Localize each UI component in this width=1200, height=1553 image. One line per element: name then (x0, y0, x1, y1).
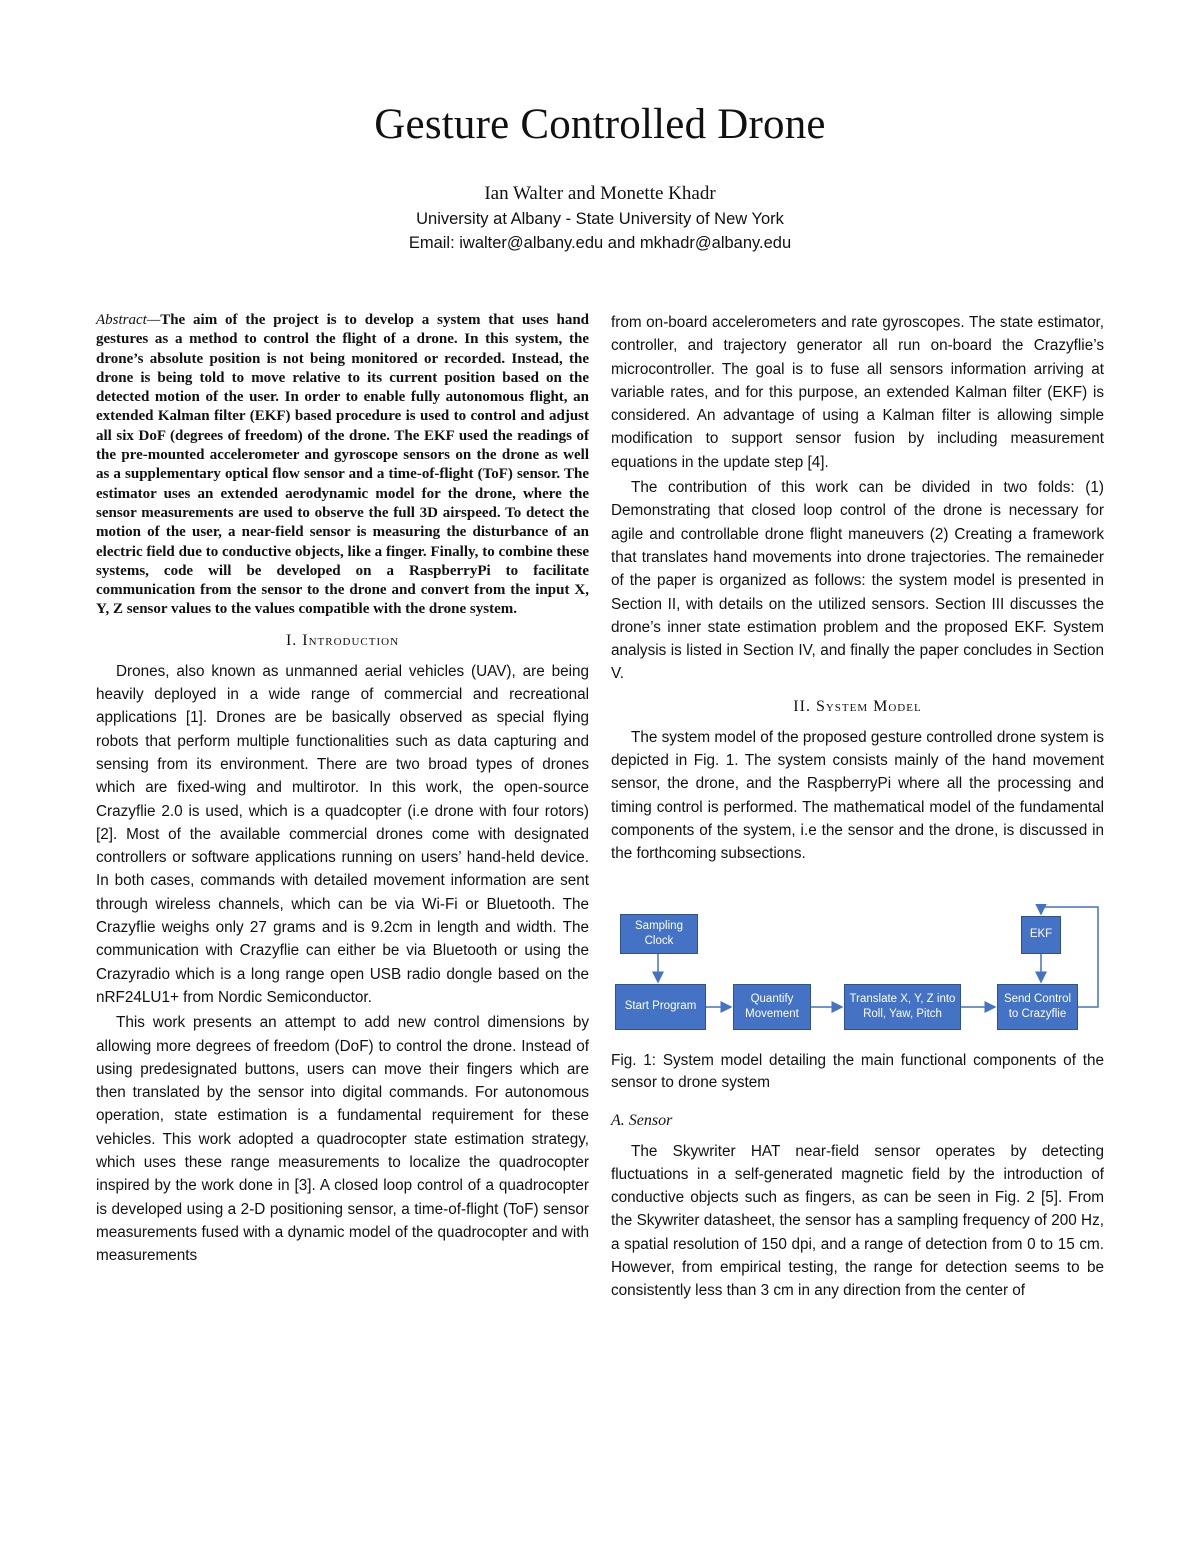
intro-paragraph-2-continued: from on-board accelerometers and rate gyroscopes. The state estimator, controller, and trajectory generator all run on-board the Crazyflie’s microcontroller. The goal is to fuse all sensors information arriving at variable rates, and for this purpose, an extended Kalman filter (EKF) is considered. An advantage of using a Kalman filter is allowing simple modification to support sensor fusion by including measurement equations in the update step [4]. (611, 314, 1104, 471)
figure-1-caption: Fig. 1: System model detailing the main functional components of the sensor to drone system (611, 1051, 1104, 1091)
paper-affiliation: University at Albany - State University of New York (416, 210, 784, 228)
box-sampling-clock: Sampling Clock (620, 914, 698, 954)
abstract (96, 311, 589, 620)
section-heading-introduction: I. Introduction (285, 631, 400, 649)
right-column (611, 311, 1104, 1303)
box-send-control: Send Control to Crazyflie (997, 984, 1078, 1030)
abstract-text: The aim of the project is to develop a system that uses hand gestures as a method to control the flight of a drone. In this system, the drone’s absolute position is not being monitored or recorded. Instead, the drone is being told to move relative to its current position based on the detected motion of the user. In order to enable fully autonomous flight, an extended Kalman filter (EKF) based procedure is used to control and adjust all six DoF (degrees of freedom) of the drone. The EKF used the readings of the pre-mounted accelerometer and gyroscope sensors on the drone as well as a supplementary optical flow sensor and a time-of-flight (ToF) sensor. The estimator uses an extended aerodynamic model for the drone, where the sensor measurements are used to observe the full 3D airspeed. To detect the motion of the user, a near-field sensor is measuring the disturbance of an electric field due to conductive objects, like a finger. Finally, to combine these systems, code will be developed on a RaspberryPi to facilitate communication from the sensor to the drone and convert from the input X, Y, Z sensor values to the values compatible with the drone system. (96, 312, 589, 618)
paper-authors: Ian Walter and Monette Khadr (484, 183, 716, 204)
abstract-dash: — (146, 312, 161, 328)
intro-paragraph-2: This work presents an attempt to add new control dimensions by allowing more degrees of freedom (DoF) to control the drone. Instead of using predesignated buttons, users can move their fingers which are then translated by the sensor into digital commands. For autonomous operation, state estimation is a fundamental requirement for these vehicles. This work adopted a quadrocopter state estimation strategy, which uses these range measurements to localize the quadrocopter inspired by the work done in [3]. A closed loop control of a quadrocopter is developed using a 2-D positioning sensor, a time-of-flight (ToF) sensor measurements fused with a dynamic model of the quadrocopter and with measurements (96, 1014, 589, 1265)
intro-paragraph-1: Drones, also known as unmanned aerial vehicles (UAV), are being heavily deployed in a wide range of commercial and recreational applications [1]. Drones are be basically observed as special flying robots that perform multiple functionalities such as data capturing and sensing from its environment. There are two broad types of drones which are fixed-wing and multirotor. In this work, the open-source Crazyflie 2.0 is used, which is a quadcopter (i.e drone with four rotors) [2]. Most of the available commercial drones come with designated controllers or software applications running on users’ hand-held device. In both cases, commands with detailed movement information are sent through wireless channels, which can be via Wi-Fi or Bluetooth. The Crazyflie weighs only 27 grams and is 9.2cm in length and width. The communication with Crazyflie can either be via Bluetooth or using the Crazyradio which is a long range open USB radio dongle based on the nRF24LU1+ from Nordic Semiconductor. (96, 662, 589, 1006)
box-ekf: EKF (1021, 916, 1061, 954)
system-model-paragraph: The system model of the proposed gesture controlled drone system is depicted in Fig. 1. The system consists mainly of the hand movement sensor, the drone, and the RaspberryPi where all the processing and timing control is performed. The mathematical model of the fundamental components of the system, i.e the sensor and the drone, is discussed in the forthcoming subsections. (611, 728, 1104, 863)
sensor-paragraph: The Skywriter HAT near-field sensor operates by detecting fluctuations in a self-generated magnetic field by the introduction of conductive objects such as fingers, as can be seen in Fig. 2 [5]. From the Skywriter datasheet, the sensor has a sampling frequency of 200 Hz, a spatial resolution of 150 dpi, and a range of detection from 0 to 15 cm. However, from empirical testing, the range for detection seems to be consistently less than 3 cm in any direction from the center of (611, 1142, 1104, 1300)
box-translate: Translate X, Y, Z into Roll, Yaw, Pitch (844, 984, 961, 1030)
paper-title: Gesture Controlled Drone (374, 101, 826, 148)
abstract-label: Abstract (96, 312, 147, 328)
subsection-heading-sensor: A. Sensor (611, 1111, 673, 1129)
box-start-program: Start Program (615, 984, 706, 1030)
section-heading-system-model: II. System Model (793, 697, 922, 715)
paper-email: Email: iwalter@albany.edu and mkhadr@albany.edu (408, 234, 792, 252)
left-column (96, 311, 589, 1267)
figure-1-diagram (611, 904, 1104, 1044)
intro-paragraph-3: The contribution of this work can be divided in two folds: (1) Demonstrating that closed loop control of the drone is necessary for agile and controllable drone flight maneuvers (2) Creating a framework that translates hand movements into drone trajectories. The remaineder of the paper is organized as follows: the system model is presented in Section II, with details on the utilized sensors. Section III discusses the drone’s inner state estimation problem and the proposed EKF. System analysis is listed in Section IV, and finally the paper concludes in Section V. (611, 479, 1104, 683)
box-quantify-movement: Quantify Movement (733, 984, 811, 1030)
